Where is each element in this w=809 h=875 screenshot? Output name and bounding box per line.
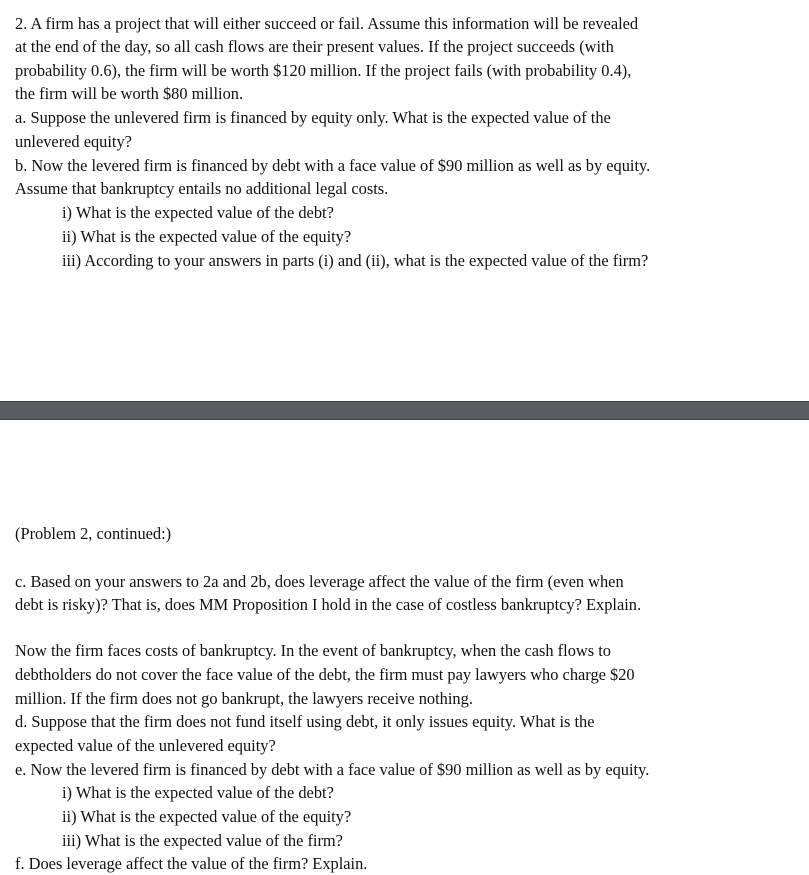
part-d-line-2: expected value of the unlevered equity? [15, 736, 276, 755]
problem-2-line-1: 2. A firm has a project that will either succeed or fail. Assume this information will be revealed [15, 14, 639, 33]
part-a-line-2: unlevered equity? [15, 132, 132, 151]
problem-2-line-4: the firm will be worth $80 million. [15, 84, 244, 103]
part-e-i: i) What is the expected value of the debt? [62, 783, 334, 802]
bankruptcy-costs-line-1: Now the firm faces costs of bankruptcy. In the event of bankruptcy, when the cash flows to [15, 641, 611, 660]
part-b-line-1: b. Now the levered firm is financed by debt with a face value of $90 million as well as by equity. [15, 156, 651, 175]
part-b-ii: ii) What is the expected value of the equity? [62, 227, 352, 246]
part-e-ii: ii) What is the expected value of the equity? [62, 807, 352, 826]
part-b-line-2: Assume that bankruptcy entails no additional legal costs. [15, 179, 389, 198]
part-b-iii: iii) According to your answers in parts (i) and (ii), what is the expected value of the firm? [62, 251, 649, 270]
continued-heading: (Problem 2, continued:) [15, 524, 172, 543]
part-c-line-2: debt is risky)? That is, does MM Proposition I hold in the case of costless bankruptcy? Explain. [15, 595, 642, 614]
part-c-line-1: c. Based on your answers to 2a and 2b, does leverage affect the value of the firm (even when [15, 572, 624, 591]
page-2 [0, 418, 809, 873]
part-e-line-1: e. Now the levered firm is financed by debt with a face value of $90 million as well as by equity. [15, 760, 650, 779]
part-f-cut-line: f. Does leverage affect the value of the firm? Explain. [15, 854, 368, 873]
bankruptcy-costs-line-2: debtholders do not cover the face value of the debt, the firm must pay lawyers who charge $20 [15, 665, 635, 684]
part-b-i: i) What is the expected value of the debt? [62, 203, 334, 222]
problem-2-line-3: probability 0.6), the firm will be worth $120 million. If the project fails (with probability 0.4), [15, 61, 632, 80]
part-a-line-1: a. Suppose the unlevered firm is financed by equity only. What is the expected value of the [15, 108, 611, 127]
bankruptcy-costs-line-3: million. If the firm does not go bankrupt, the lawyers receive nothing. [15, 689, 473, 708]
problem-2-line-2: at the end of the day, so all cash flows are their present values. If the project succeeds (with [15, 37, 614, 56]
page-1 [0, 0, 809, 400]
part-d-line-1: d. Suppose that the firm does not fund itself using debt, it only issues equity. What is the [15, 712, 595, 731]
part-e-iii: iii) What is the expected value of the firm? [62, 831, 343, 850]
